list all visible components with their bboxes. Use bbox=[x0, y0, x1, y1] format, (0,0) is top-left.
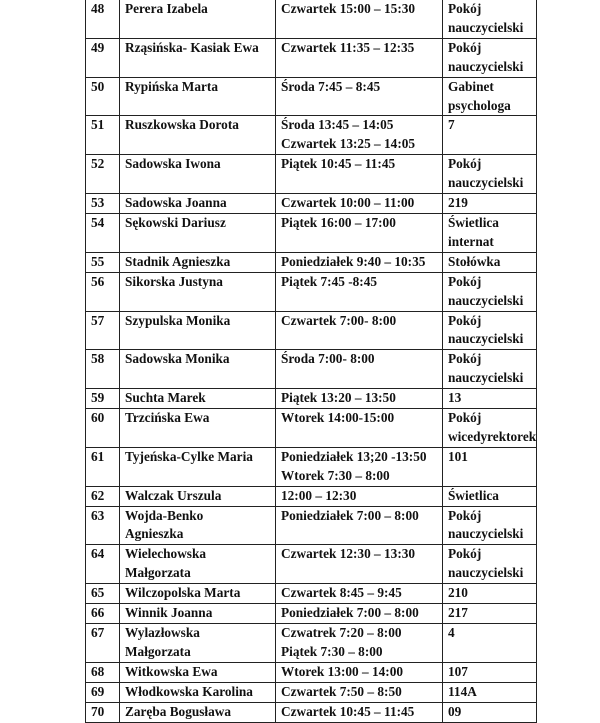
consultation-time-cell bbox=[276, 194, 443, 214]
table-row bbox=[86, 702, 537, 722]
room-cell bbox=[443, 662, 537, 682]
room-line: nauczycielski bbox=[448, 331, 524, 347]
consultation-time-cell bbox=[276, 116, 443, 155]
consultation-time-cell bbox=[276, 77, 443, 116]
room-line: nauczycielski bbox=[448, 19, 524, 35]
row-number: 64 bbox=[91, 546, 105, 562]
room-line: Pokój bbox=[448, 546, 482, 562]
consultation-time-cell bbox=[276, 662, 443, 682]
room-cell bbox=[443, 272, 537, 311]
room-cell bbox=[443, 194, 537, 214]
teacher-name-line: Agnieszka bbox=[125, 526, 184, 542]
consultation-time-cell bbox=[276, 624, 443, 663]
room-line: nauczycielski bbox=[448, 58, 524, 74]
table-row bbox=[86, 77, 537, 116]
row-number: 54 bbox=[91, 214, 105, 230]
room-line: psychologa bbox=[448, 97, 511, 113]
row-number: 56 bbox=[91, 273, 105, 289]
row-number-cell bbox=[86, 545, 120, 584]
teacher-name-cell bbox=[120, 155, 276, 194]
row-number-cell bbox=[86, 662, 120, 682]
room-cell bbox=[443, 682, 537, 702]
teacher-name-line: Rypińska Marta bbox=[125, 78, 218, 94]
table-row bbox=[86, 213, 537, 252]
table-row bbox=[86, 584, 537, 604]
teacher-name-line: Wielechowska bbox=[125, 546, 207, 562]
room-cell bbox=[443, 486, 537, 506]
teacher-name-line: Winnik Joanna bbox=[125, 605, 213, 621]
consultation-time-cell bbox=[276, 389, 443, 409]
room-cell bbox=[443, 213, 537, 252]
teacher-name-line: Szypulska Monika bbox=[125, 312, 231, 328]
consultation-time-cell bbox=[276, 409, 443, 448]
consultation-time-line: Czwatrek 7:20 – 8:00 bbox=[281, 625, 402, 640]
room-cell bbox=[443, 311, 537, 350]
row-number: 53 bbox=[91, 195, 105, 211]
row-number: 61 bbox=[91, 448, 105, 464]
teacher-name-cell bbox=[120, 506, 276, 545]
table-row bbox=[86, 486, 537, 506]
row-number-cell bbox=[86, 0, 120, 38]
row-number-cell bbox=[86, 389, 120, 409]
room-line: 219 bbox=[448, 195, 468, 211]
table-row bbox=[86, 155, 537, 194]
consultation-time-line: Wtorek 13:00 – 14:00 bbox=[281, 663, 403, 679]
room-line: internat bbox=[448, 233, 494, 249]
consultation-time-line: Czwartek 10:45 – 11:45 bbox=[281, 703, 415, 719]
row-number: 63 bbox=[91, 507, 105, 523]
consultation-time-line: Piątek 7:30 – 8:00 bbox=[281, 643, 383, 659]
room-cell bbox=[443, 155, 537, 194]
row-number-cell bbox=[86, 272, 120, 311]
room-cell bbox=[443, 624, 537, 663]
teacher-name-cell bbox=[120, 389, 276, 409]
room-cell bbox=[443, 38, 537, 77]
room-cell bbox=[443, 116, 537, 155]
row-number: 60 bbox=[91, 410, 105, 426]
consultation-time-line: Poniedziałek 9:40 – 10:35 bbox=[281, 253, 426, 269]
room-line: wicedyrektorek bbox=[448, 428, 537, 444]
room-line: 13 bbox=[448, 390, 462, 406]
table-row bbox=[86, 116, 537, 155]
row-number-cell bbox=[86, 77, 120, 116]
teacher-name-line: Perera Izabela bbox=[125, 1, 208, 16]
room-line: nauczycielski bbox=[448, 292, 524, 308]
table-row bbox=[86, 604, 537, 624]
consultation-time-line: Piątek 7:45 -8:45 bbox=[281, 273, 378, 289]
room-line: nauczycielski bbox=[448, 370, 524, 386]
teacher-name-cell bbox=[120, 252, 276, 272]
teacher-name-cell bbox=[120, 662, 276, 682]
row-number: 68 bbox=[91, 663, 105, 679]
row-number: 57 bbox=[91, 312, 105, 328]
room-line: Pokój bbox=[448, 1, 482, 16]
teacher-name-cell bbox=[120, 545, 276, 584]
row-number-cell bbox=[86, 38, 120, 77]
teacher-name-line: Stadnik Agnieszka bbox=[125, 253, 231, 269]
teacher-name-line: Sadowska Joanna bbox=[125, 195, 227, 211]
room-line: Pokój bbox=[448, 273, 482, 289]
consultation-time-line: Poniedziałek 7:00 – 8:00 bbox=[281, 507, 419, 523]
teacher-name-line: Sadowska Monika bbox=[125, 351, 230, 367]
row-number: 52 bbox=[91, 156, 105, 172]
room-cell bbox=[443, 447, 537, 486]
consultation-time-line: 12:00 – 12:30 bbox=[281, 487, 357, 503]
row-number-cell bbox=[86, 155, 120, 194]
consultation-time-cell bbox=[276, 682, 443, 702]
table-row bbox=[86, 662, 537, 682]
teacher-name-cell bbox=[120, 272, 276, 311]
teacher-name-line: Tyjeńska-Cylke Maria bbox=[125, 448, 253, 464]
room-line: 114A bbox=[448, 683, 477, 699]
row-number: 65 bbox=[91, 585, 105, 601]
teacher-name-cell bbox=[120, 350, 276, 389]
table-row bbox=[86, 447, 537, 486]
teacher-name-line: Sękowski Dariusz bbox=[125, 214, 226, 230]
row-number: 69 bbox=[91, 683, 105, 699]
teacher-name-line: Sikorska Justyna bbox=[125, 273, 223, 289]
row-number-cell bbox=[86, 350, 120, 389]
teacher-name-line: Witkowska Ewa bbox=[125, 663, 218, 679]
table-row bbox=[86, 682, 537, 702]
consultation-time-cell bbox=[276, 486, 443, 506]
table-body bbox=[86, 0, 537, 722]
row-number-cell bbox=[86, 486, 120, 506]
table-row bbox=[86, 252, 537, 272]
room-cell bbox=[443, 506, 537, 545]
room-cell bbox=[443, 77, 537, 116]
room-cell bbox=[443, 350, 537, 389]
room-line: 217 bbox=[448, 605, 468, 621]
room-cell bbox=[443, 0, 537, 38]
room-line: 101 bbox=[448, 448, 468, 464]
row-number: 59 bbox=[91, 390, 105, 406]
consultation-time-line: Czwartek 7:50 – 8:50 bbox=[281, 683, 402, 699]
consultation-time-cell bbox=[276, 38, 443, 77]
consultation-time-line: Czwartek 12:30 – 13:30 bbox=[281, 546, 416, 562]
room-line: Pokój bbox=[448, 507, 482, 523]
room-line: Stołówka bbox=[448, 253, 501, 269]
room-cell bbox=[443, 584, 537, 604]
teacher-name-cell bbox=[120, 624, 276, 663]
teacher-name-cell bbox=[120, 77, 276, 116]
consultation-time-cell bbox=[276, 272, 443, 311]
row-number-cell bbox=[86, 409, 120, 448]
room-cell bbox=[443, 604, 537, 624]
consultation-time-cell bbox=[276, 584, 443, 604]
row-number: 49 bbox=[91, 39, 105, 55]
room-line: Pokój bbox=[448, 410, 482, 426]
row-number: 62 bbox=[91, 487, 105, 503]
table-row bbox=[86, 545, 537, 584]
consultation-time-cell bbox=[276, 350, 443, 389]
consultation-time-line: Czwartek 11:35 – 12:35 bbox=[281, 39, 415, 55]
teacher-name-line: Wilczopolska Marta bbox=[125, 585, 241, 601]
consultation-time-line: Środa 13:45 – 14:05 bbox=[281, 117, 394, 133]
table-row bbox=[86, 0, 537, 38]
table-row bbox=[86, 389, 537, 409]
row-number-cell bbox=[86, 194, 120, 214]
consultation-time-cell bbox=[276, 545, 443, 584]
room-cell bbox=[443, 545, 537, 584]
row-number-cell bbox=[86, 252, 120, 272]
consultation-time-line: Wtorek 14:00-15:00 bbox=[281, 410, 395, 426]
row-number: 50 bbox=[91, 78, 105, 94]
row-number-cell bbox=[86, 311, 120, 350]
consultation-time-line: Czwartek 7:00- 8:00 bbox=[281, 312, 397, 328]
room-line: 7 bbox=[448, 117, 455, 133]
table-row bbox=[86, 272, 537, 311]
room-cell bbox=[443, 409, 537, 448]
teacher-name-line: Suchta Marek bbox=[125, 390, 206, 406]
table-row bbox=[86, 350, 537, 389]
teacher-name-cell bbox=[120, 682, 276, 702]
room-line: Pokój bbox=[448, 156, 482, 172]
teacher-name-line: Wojda-Benko bbox=[125, 507, 204, 523]
consultation-time-cell bbox=[276, 252, 443, 272]
consultation-time-line: Czwartek 8:45 – 9:45 bbox=[281, 585, 402, 601]
consultation-time-cell bbox=[276, 447, 443, 486]
teacher-name-cell bbox=[120, 584, 276, 604]
row-number: 55 bbox=[91, 253, 105, 269]
teacher-name-line: Małgorzata bbox=[125, 643, 191, 659]
room-line: Pokój bbox=[448, 351, 482, 367]
consultation-time-cell bbox=[276, 213, 443, 252]
teacher-name-cell bbox=[120, 409, 276, 448]
table-row bbox=[86, 194, 537, 214]
consultation-time-cell bbox=[276, 311, 443, 350]
teacher-name-line: Sadowska Iwona bbox=[125, 156, 221, 172]
consultation-time-line: Poniedziałek 7:00 – 8:00 bbox=[281, 605, 419, 621]
table-row bbox=[86, 38, 537, 77]
teacher-name-cell bbox=[120, 604, 276, 624]
consultation-time-line: Czwartek 10:00 – 11:00 bbox=[281, 195, 415, 211]
room-line: 4 bbox=[448, 625, 455, 640]
row-number: 66 bbox=[91, 605, 105, 621]
room-line: Gabinet bbox=[448, 78, 494, 94]
row-number-cell bbox=[86, 604, 120, 624]
consultation-time-cell bbox=[276, 702, 443, 722]
consultation-time-line: Czwartek 13:25 – 14:05 bbox=[281, 136, 416, 152]
teacher-name-cell bbox=[120, 486, 276, 506]
room-line: 210 bbox=[448, 585, 468, 601]
teacher-name-cell bbox=[120, 0, 276, 38]
consultation-time-cell bbox=[276, 0, 443, 38]
teacher-name-cell bbox=[120, 116, 276, 155]
row-number-cell bbox=[86, 213, 120, 252]
row-number: 58 bbox=[91, 351, 105, 367]
room-line: nauczycielski bbox=[448, 175, 524, 191]
teacher-name-line: Małgorzata bbox=[125, 565, 191, 581]
teacher-name-line: Zaręba Bogusława bbox=[125, 703, 232, 719]
row-number-cell bbox=[86, 682, 120, 702]
table-row bbox=[86, 624, 537, 663]
row-number: 51 bbox=[91, 117, 105, 133]
consultation-time-line: Piątek 13:20 – 13:50 bbox=[281, 390, 396, 406]
row-number-cell bbox=[86, 702, 120, 722]
row-number: 48 bbox=[91, 1, 105, 16]
teacher-name-cell bbox=[120, 311, 276, 350]
table-row bbox=[86, 506, 537, 545]
room-line: nauczycielski bbox=[448, 526, 524, 542]
row-number: 67 bbox=[91, 625, 105, 640]
row-number: 70 bbox=[91, 703, 105, 719]
consultation-time-line: Wtorek 7:30 – 8:00 bbox=[281, 467, 390, 483]
room-line: Pokój bbox=[448, 39, 482, 55]
room-line: 09 bbox=[448, 703, 462, 719]
room-line: Pokój bbox=[448, 312, 482, 328]
room-line: Świetlica bbox=[448, 214, 499, 230]
teacher-name-cell bbox=[120, 194, 276, 214]
table-row bbox=[86, 311, 537, 350]
room-line: 107 bbox=[448, 663, 468, 679]
teacher-name-cell bbox=[120, 38, 276, 77]
room-cell bbox=[443, 702, 537, 722]
room-cell bbox=[443, 252, 537, 272]
consultation-time-line: Piątek 10:45 – 11:45 bbox=[281, 156, 396, 172]
consultation-time-line: Czwartek 15:00 – 15:30 bbox=[281, 1, 416, 16]
teacher-name-cell bbox=[120, 213, 276, 252]
row-number-cell bbox=[86, 624, 120, 663]
consultation-time-line: Środa 7:00- 8:00 bbox=[281, 351, 375, 367]
teacher-name-line: Rząsińska- Kasiak Ewa bbox=[125, 39, 259, 55]
consultation-time-line: Środa 7:45 – 8:45 bbox=[281, 78, 381, 94]
consultation-time-line: Poniedziałek 13;20 -13:50 bbox=[281, 448, 427, 464]
teacher-name-line: Walczak Urszula bbox=[125, 487, 222, 503]
teacher-name-line: Trzcińska Ewa bbox=[125, 410, 210, 426]
teacher-name-cell bbox=[120, 447, 276, 486]
row-number-cell bbox=[86, 116, 120, 155]
row-number-cell bbox=[86, 584, 120, 604]
consultation-time-line: Piątek 16:00 – 17:00 bbox=[281, 214, 396, 230]
teacher-name-line: Wylazłowska bbox=[125, 625, 200, 640]
consultation-time-cell bbox=[276, 506, 443, 545]
teacher-name-cell bbox=[120, 702, 276, 722]
row-number-cell bbox=[86, 447, 120, 486]
consultation-time-cell bbox=[276, 604, 443, 624]
teacher-name-line: Włodkowska Karolina bbox=[125, 683, 253, 699]
room-line: nauczycielski bbox=[448, 565, 524, 581]
table-row bbox=[86, 409, 537, 448]
teacher-name-line: Ruszkowska Dorota bbox=[125, 117, 239, 133]
room-cell bbox=[443, 389, 537, 409]
office-hours-table bbox=[85, 0, 537, 723]
consultation-time-cell bbox=[276, 155, 443, 194]
row-number-cell bbox=[86, 506, 120, 545]
room-line: Świetlica bbox=[448, 487, 499, 503]
